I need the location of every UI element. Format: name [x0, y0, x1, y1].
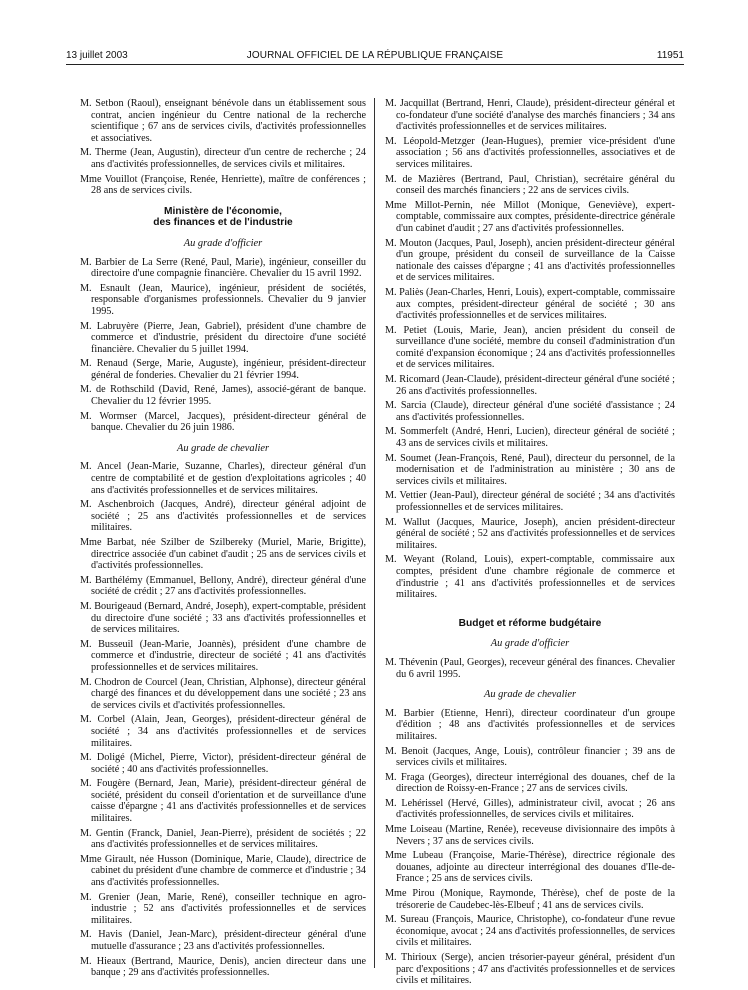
decoration-entry: M. Weyant (Roland, Louis), expert-comptable, commissaire aux comptes, président d'une chambre régionale de commerce et d'industrie ; 41 ans d'activités professionnelles et de services militaires.: [385, 554, 675, 601]
decoration-entry: M. Léopold-Metzger (Jean-Hugues), premier vice-président d'une association ; 56 ans d'activités professionnelles, associatives et de services militaires.: [385, 135, 675, 170]
decoration-entry: M. Therme (Jean, Augustin), directeur d'un centre de recherche ; 24 ans d'activités professionnelles, de services civils et militaires.: [80, 147, 366, 170]
decoration-entry: M. Labruyère (Pierre, Jean, Gabriel), président d'une chambre de commerce et d'industrie, président du directoire d'une société financière. Chevalier du 5 juillet 1994.: [80, 320, 366, 355]
grade-heading-chevalier: Au grade de chevalier: [483, 689, 577, 701]
decoration-entry: M. Renaud (Serge, Marie, Auguste), ingénieur, président-directeur général de fonderies. Chevalier du 21 février 1994.: [80, 358, 366, 381]
grade-heading-officier: Au grade d'officier: [490, 638, 570, 650]
decoration-entry: M. Ricomard (Jean-Claude), président-directeur général d'une société ; 26 ans d'activités professionnelles.: [385, 374, 675, 397]
decoration-entry: Mme Loiseau (Martine, Renée), receveuse divisionnaire des impôts à Nevers ; 37 ans de services civils.: [385, 824, 675, 847]
decoration-entry: M. Bourigeaud (Bernard, André, Joseph), expert-comptable, président du directoire d'une société ; 33 ans d'activités professionnelles et de services militaires.: [80, 600, 366, 636]
column-divider: [374, 98, 375, 968]
decoration-entry: M. Barthélémy (Emmanuel, Bellony, André), directeur général d'une société de crédit ; 27 ans d'activités professionnelles.: [80, 574, 366, 598]
header-date: 13 juillet 2003: [66, 50, 128, 61]
decoration-entry: Mme Barbat, née Szilber de Szilbereky (Muriel, Marie, Brigitte), directrice associée d'un cabinet d'audit ; 25 ans de services civils et d'activités professionnelles.: [80, 537, 366, 572]
decoration-entry: M. Soumet (Jean-François, René, Paul), directeur du personnel, de la modernisation et de l'administration au ministère ; 30 ans de services civils et militaires.: [385, 452, 675, 487]
decoration-entry: M. de Rothschild (David, René, James), associé-gérant de banque. Chevalier du 12 février 1995.: [80, 384, 366, 408]
decoration-entry: M. Setbon (Raoul), enseignant bénévole dans un établissement sous contrat, ancien ingénieur du Centre national de la recherche scientifique ; 67 ans de services civils, d'activités professionnelles et associatives.: [80, 98, 366, 144]
section-title-line: Ministère de l'économie,: [164, 205, 282, 217]
decoration-entry: M. Havis (Daniel, Jean-Marc), président-directeur général d'une mutuelle d'assurance ; 23 ans d'activités professionnelles.: [80, 929, 366, 952]
right-column: [385, 98, 675, 990]
section-title-line: des finances et de l'industrie: [153, 217, 293, 229]
decoration-entry: Mme Vouillot (Françoise, Renée, Henriette), maître de conférences ; 28 ans de services civils.: [80, 173, 366, 197]
decoration-entry: M. Benoit (Jacques, Ange, Louis), contrôleur financier ; 39 ans de services civils et militaires.: [385, 745, 675, 769]
decoration-entry: M. Aschenbroich (Jacques, André), directeur général adjoint de société ; 25 ans d'activités professionnelles et de services militaires.: [80, 499, 366, 534]
chevalier-entries: [385, 708, 675, 987]
decoration-entry: M. Hieaux (Bertrand, Maurice, Denis), ancien directeur dans une banque ; 29 ans d'activités professionnelles.: [80, 955, 366, 979]
decoration-entry: M. de Mazières (Bertrand, Paul, Christian), secrétaire général du conseil des marchés financiers ; 22 ans de services civils.: [385, 173, 675, 197]
officier-entries: [385, 657, 675, 680]
decoration-entry: M. Barbier de La Serre (René, Paul, Marie), ingénieur, conseiller du directoire d'une compagnie financière. Chevalier du 15 avril 1992.: [80, 256, 366, 280]
section-title-economie: [80, 206, 366, 229]
decoration-entry: M. Thirioux (Serge), ancien trésorier-payeur général, président d'un parc d'expositions ; 47 ans d'activités professionnelles et de services civils et militaires.: [385, 952, 675, 987]
header-divider: [66, 64, 684, 65]
header-title: JOURNAL OFFICIEL DE LA RÉPUBLIQUE FRANÇAISE: [246, 50, 504, 61]
decoration-entry: M. Lehérissel (Hervé, Gilles), administrateur civil, avocat ; 26 ans d'activités professionnelles, de services civils et militaires.: [385, 797, 675, 821]
decoration-entry: M. Petiet (Louis, Marie, Jean), ancien président du conseil de surveillance d'une société, membre du conseil d'administration d'un comité d'expansion économique ; 24 ans d'activités professionnelles et de services militaires.: [385, 324, 675, 371]
officier-entries: [80, 257, 366, 434]
intro-entries: [80, 98, 366, 197]
decoration-entry: M. Jacquillat (Bertrand, Henri, Claude), président-directeur général et co-fondateur d'une société d'analyse des marchés financiers ; 34 ans d'activités professionnelles et de services militaires.: [385, 98, 675, 133]
header-page-number: 11951: [656, 50, 684, 61]
decoration-entry: M. Wormser (Marcel, Jacques), président-directeur général de banque. Chevalier du 26 juin 1986.: [80, 410, 366, 434]
decoration-entry: M. Barbier (Etienne, Henri), directeur coordinateur d'un groupe d'édition ; 48 ans d'activités professionnelles et de services militaires.: [385, 707, 675, 742]
decoration-entry: Mme Pirou (Monique, Raymonde, Thérèse), chef de poste de la trésorerie de Caudebec-lès-Elbeuf ; 41 ans de services civils.: [385, 888, 675, 911]
page-header: [66, 49, 684, 63]
decoration-entry: M. Vettier (Jean-Paul), directeur général de société ; 34 ans d'activités professionnelles et de services militaires.: [385, 490, 675, 513]
decoration-entry: Mme Girault, née Husson (Dominique, Marie, Claude), directrice de cabinet du président d'une chambre de commerce et d'industrie ; 34 ans d'activités professionnelles.: [80, 853, 366, 889]
decoration-entry: M. Sarcia (Claude), directeur général d'une société d'assistance ; 24 ans d'activités professionnelles.: [385, 400, 675, 423]
decoration-entry: M. Doligé (Michel, Pierre, Victor), président-directeur général de société ; 40 ans d'activités professionnelles.: [80, 752, 366, 775]
decoration-entry: M. Sommerfelt (André, Henri, Lucien), directeur général de société ; 43 ans de services civils et militaires.: [385, 426, 675, 450]
decoration-entry: M. Ancel (Jean-Marie, Suzanne, Charles), directeur général d'un centre de comptabilité et de gestion d'exploitations agricoles ; 40 ans d'activités professionnelles et de services militaires.: [80, 461, 366, 496]
grade-heading-officier: Au grade d'officier: [183, 237, 263, 249]
decoration-entry: M. Fougère (Bernard, Jean, Marie), président-directeur général de société, président du conseil d'orientation et de surveillance d'une caisse d'épargne ; 41 ans d'activités professionnelles et de services militaires.: [80, 778, 366, 825]
decoration-entry: M. Chodron de Courcel (Jean, Christian, Alphonse), directeur général chargé des finances et du développement dans une société ; 23 ans de services civils et d'activités professionnelles.: [80, 676, 366, 711]
decoration-entry: M. Fraga (Georges), directeur interrégional des douanes, chef de la direction de Roissy-en-France ; 27 ans de services civils.: [385, 771, 675, 795]
decoration-entry: M. Corbel (Alain, Jean, Georges), président-directeur général de société ; 34 ans d'activités professionnelles et de services militaires.: [80, 714, 366, 749]
decoration-entry: Mme Millot-Pernin, née Millot (Monique, Geneviève), expert-comptable, commissaire aux comptes, présidente-directrice générale d'un cabinet d'audit ; 27 ans d'activités professionnelles.: [385, 199, 675, 234]
decoration-entry: M. Wallut (Jacques, Maurice, Joseph), ancien président-directeur général de société ; 52 ans d'activités professionnelles et de services militaires.: [385, 516, 675, 551]
decoration-entry: Mme Lubeau (Françoise, Marie-Thérèse), directrice régionale des douanes, adjointe au directeur interrégional des douanes d'Ile-de-France ; 25 ans de services civils.: [385, 850, 675, 885]
decoration-entry: M. Paliès (Jean-Charles, Henri, Louis), expert-comptable, commissaire aux comptes, président-directeur général de société ; 30 ans d'activités professionnelles et de services militaires.: [385, 286, 675, 322]
section-title-budget: Budget et réforme budgétaire: [458, 617, 602, 629]
decoration-entry: M. Mouton (Jacques, Paul, Joseph), ancien président-directeur général d'un groupe, président du conseil de surveillance de la Caisse nationale des caisses d'épargne ; 41 ans d'activités professionnelles et de services militaires.: [385, 237, 675, 284]
decoration-entry: M. Busseuil (Jean-Marie, Joannès), président d'une chambre de commerce et d'industrie, directeur de société ; 41 ans d'activités professionnelles et de services militaires.: [80, 638, 366, 673]
decoration-entry: M. Thévenin (Paul, Georges), receveur général des finances. Chevalier du 6 avril 1995.: [385, 656, 675, 680]
decoration-entry: M. Grenier (Jean, Marie, René), conseiller technique en agro-industrie ; 52 ans d'activités professionnelles et de services militaires.: [80, 891, 366, 926]
chevalier-entries-continued: [385, 98, 675, 601]
decoration-entry: M. Sureau (François, Maurice, Christophe), co-fondateur d'une revue économique, avocat ; 24 ans d'activités professionnelles, de services civils et militaires.: [385, 914, 675, 949]
decoration-entry: M. Gentin (Franck, Daniel, Jean-Pierre), président de sociétés ; 22 ans d'activités professionnelles et de services militaires.: [80, 827, 366, 851]
chevalier-entries: [80, 461, 366, 978]
left-column: [80, 98, 366, 982]
decoration-entry: M. Esnault (Jean, Maurice), ingénieur, président de sociétés, responsable d'organismes professionnels. Chevalier du 9 janvier 1995.: [80, 282, 366, 317]
grade-heading-chevalier: Au grade de chevalier: [176, 442, 270, 454]
